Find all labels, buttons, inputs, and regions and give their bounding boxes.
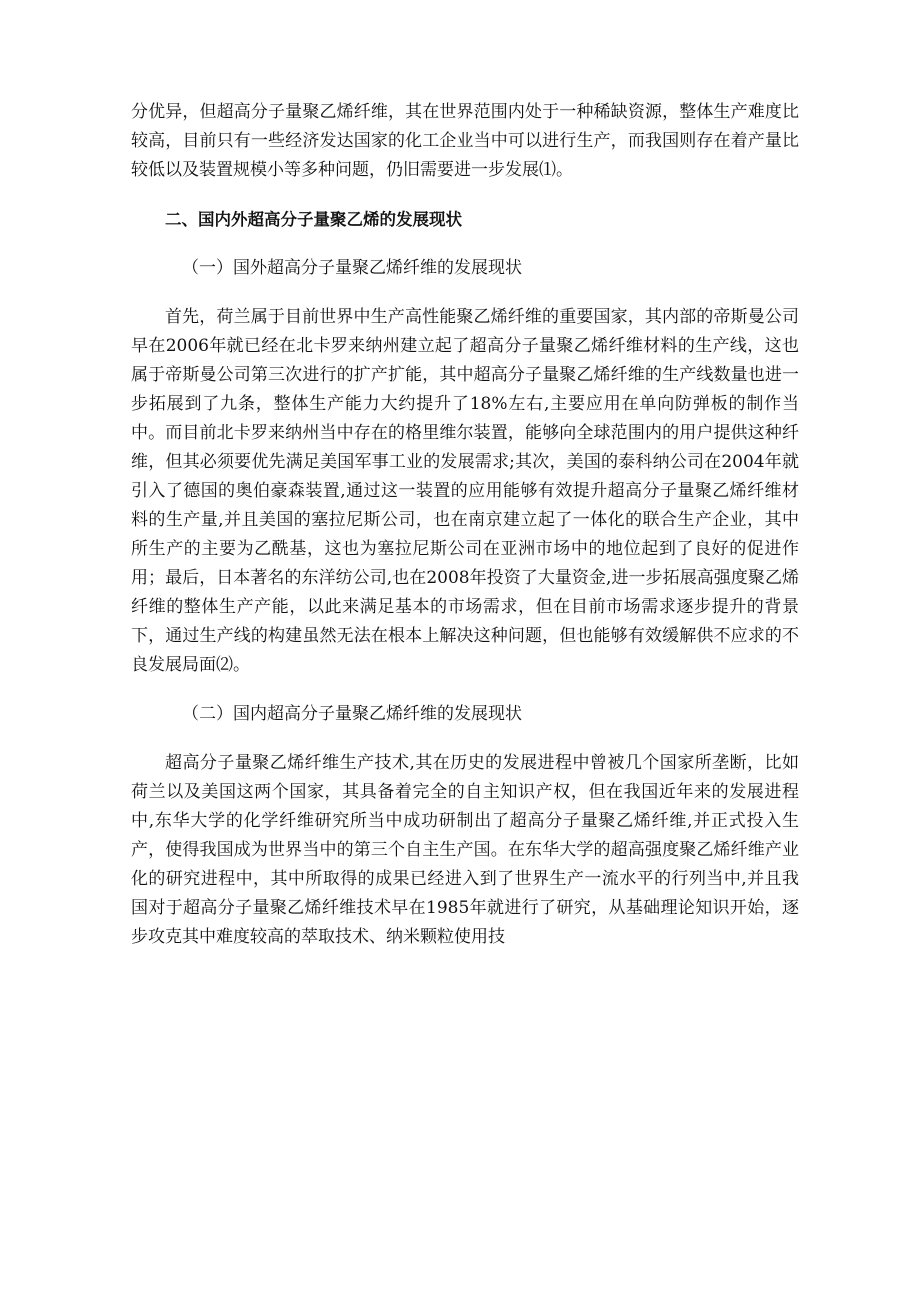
opening-paragraph: 分优异，但超高分子量聚乙烯纤维，其在世界范围内处于一种稀缺资源，整体生产难度比较高，目前只有一些经济发达国家的化工企业当中可以进行生产，而我国则存在着产量比较低以及装置规模小等多种问题，仍旧需要进一步发展⑴。	[131, 102, 799, 180]
body-paragraph-domestic: 超高分子量聚乙烯纤维生产技术,其在历史的发展进程中曾被几个国家所垄断，比如荷兰以及美国这两个国家，其具备着完全的自主知识产权，但在我国近年来的发展进程中,东华大学的化学纤维研究所当中成功研制出了超高分子量聚乙烯纤维,并正式投入生产，使得我国成为世界当中的第三个自主生产国。在东华大学的超高强度聚乙烯纤维产业化的研究进程中，其中所取得的成果已经进入到了世界生产一流水平的行列当中,并且我国对于超高分子量聚乙烯纤维技术早在1985年就进行了研究，从基础理论知识开始，逐步攻克其中难度较高的萃取技术、纳米颗粒使用技	[131, 753, 799, 947]
subsection-heading-foreign: （一）国外超高分子量聚乙烯纤维的发展现状	[182, 258, 522, 278]
page-content	[131, 98, 799, 952]
subsection-heading-domestic: （二）国内超高分子量聚乙烯纤维的发展现状	[182, 704, 522, 724]
body-paragraph-foreign: 首先，荷兰属于目前世界中生产高性能聚乙烯纤维的重要国家，其内部的帝斯曼公司早在2006年就已经在北卡罗来纳州建立起了超高分子量聚乙烯纤维材料的生产线，这也属于帝斯曼公司第三次进行的扩产扩能，其中超高分子量聚乙烯纤维的生产线数量也进一步拓展到了九条，整体生产能力大约提升了18%左右,主要应用在单向防弹板的制作当中。而目前北卡罗来纳州当中存在的格里维尔装置，能够向全球范围内的用户提供这种纤维，但其必须要优先满足美国军事工业的发展需求;其次，美国的泰科纳公司在2004年就引入了德国的奥伯豪森装置,通过这一装置的应用能够有效提升超高分子量聚乙烯纤维材料的生产量,并且美国的塞拉尼斯公司，也在南京建立起了一体化的联合生产企业，其中所生产的主要为乙酰基，这也为塞拉尼斯公司在亚洲市场中的地位起到了良好的促进作用；最后，日本著名的东洋纺公司,也在2008年投资了大量资金,进一步拓展高强度聚乙烯纤维的整体生产产能，以此来满足基本的市场需求，但在目前市场需求逐步提升的背景下，通过生产线的构建虽然无法在根本上解决这种问题，但也能够有效缓解供不应求的不良发展局面⑵。	[131, 307, 799, 675]
section-heading: 二、国内外超高分子量聚乙烯的发展现状	[165, 210, 462, 229]
